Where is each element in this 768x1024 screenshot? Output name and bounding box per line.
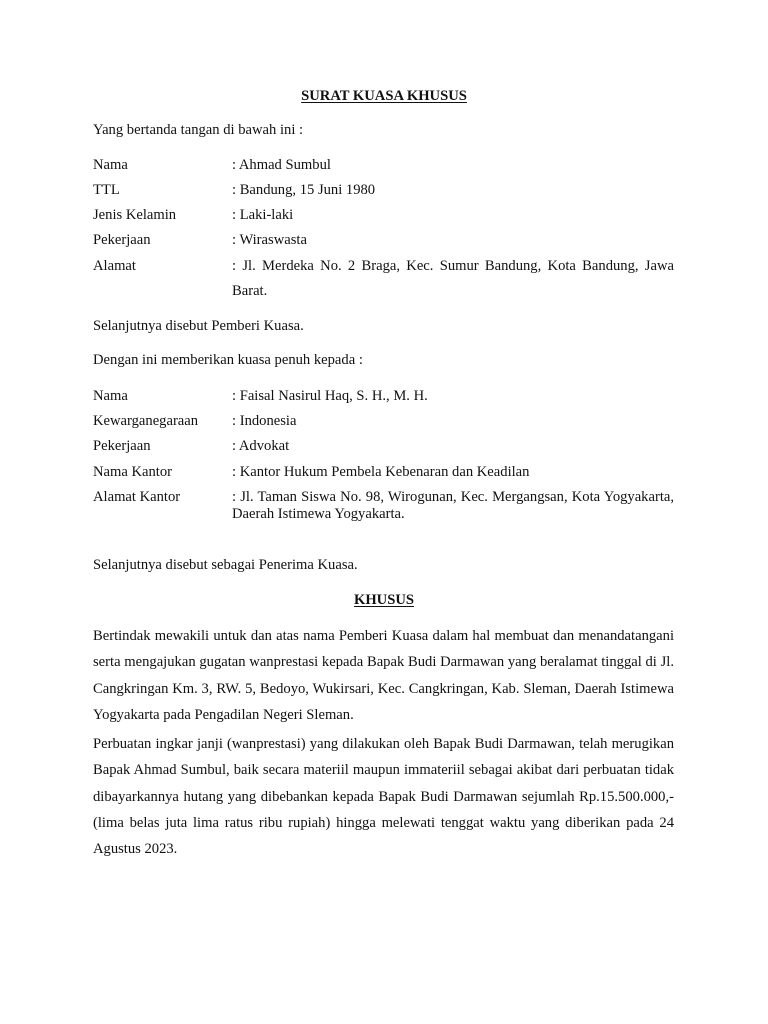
paragraph-2: Perbuatan ingkar janji (wanprestasi) yang dilakukan oleh Bapak Budi Darmawan, telah merugikan Bapak Ahmad Sumbul, baik secara materiil maupun immateriil sebagai akibat dari perbuatan tidak dibayarkannya hutang yang dibebankan kepada Bapak Budi Darmawan sejumlah Rp.15.500.000,- (lima belas juta lima ratus ribu rupiah) hingga melewati tenggat waktu yang diberikan pada 24 Agustus 2023. bbox=[93, 736, 674, 858]
grantor-name-label: Nama bbox=[93, 157, 128, 173]
paragraph-1: Bertindak mewakili untuk dan atas nama Pemberi Kuasa dalam hal membuat dan menandatangani serta mengajukan gugatan wanprestasi kepada Bapak Budi Darmawan yang beralamat tinggal di Jl. Cangkringan Km. 3, RW. 5, Bedoyo, Wukirsari, Kec. Cangkringan, Kab. Sleman, Daerah Istimewa Yogyakarta pada Pengadilan Negeri Sleman. bbox=[93, 628, 674, 723]
intro-text: Yang bertanda tangan di bawah ini : bbox=[93, 122, 304, 138]
grantor-occupation-label: Pekerjaan bbox=[93, 232, 151, 248]
grantor-gender-label: Jenis Kelamin bbox=[93, 207, 177, 223]
grantee-citizenship-label: Kewarganegaraan bbox=[93, 413, 199, 429]
grant-intro: Dengan ini memberikan kuasa penuh kepada : bbox=[93, 352, 363, 368]
section-title: KHUSUS bbox=[353, 592, 414, 608]
document-title: SURAT KUASA KHUSUS bbox=[301, 88, 467, 104]
grantee-office-address-label: Alamat Kantor bbox=[93, 489, 181, 505]
grantee-office-address-value: : Jl. Taman Siswa No. 98, Wirogunan, Kec. Mergangsan, Kota Yogyakarta, Daerah Istimewa Yogyakarta. bbox=[232, 489, 674, 522]
grantee-occupation-label: Pekerjaan bbox=[93, 438, 151, 454]
grantor-birth-label: TTL bbox=[93, 182, 120, 198]
grantee-name-value: : Faisal Nasirul Haq, S. H., M. H. bbox=[232, 388, 428, 404]
grantee-office-value: : Kantor Hukum Pembela Kebenaran dan Keadilan bbox=[232, 464, 530, 480]
grantor-note: Selanjutnya disebut Pemberi Kuasa. bbox=[93, 318, 304, 334]
grantee-name-label: Nama bbox=[93, 388, 128, 404]
grantee-occupation-value: : Advokat bbox=[232, 438, 290, 454]
grantor-birth-value: : Bandung, 15 Juni 1980 bbox=[232, 182, 376, 198]
grantee-office-label: Nama Kantor bbox=[93, 464, 173, 480]
grantee-citizenship-value: : Indonesia bbox=[232, 413, 297, 429]
grantor-address-label: Alamat bbox=[93, 258, 136, 274]
grantor-name-value: : Ahmad Sumbul bbox=[232, 157, 331, 173]
grantor-gender-value: : Laki-laki bbox=[232, 207, 294, 223]
grantor-occupation-value: : Wiraswasta bbox=[232, 232, 307, 248]
grantee-note: Selanjutnya disebut sebagai Penerima Kuasa. bbox=[93, 557, 358, 573]
grantor-address-value: : Jl. Merdeka No. 2 Braga, Kec. Sumur Bandung, Kota Bandung, Jawa Barat. bbox=[232, 258, 674, 299]
